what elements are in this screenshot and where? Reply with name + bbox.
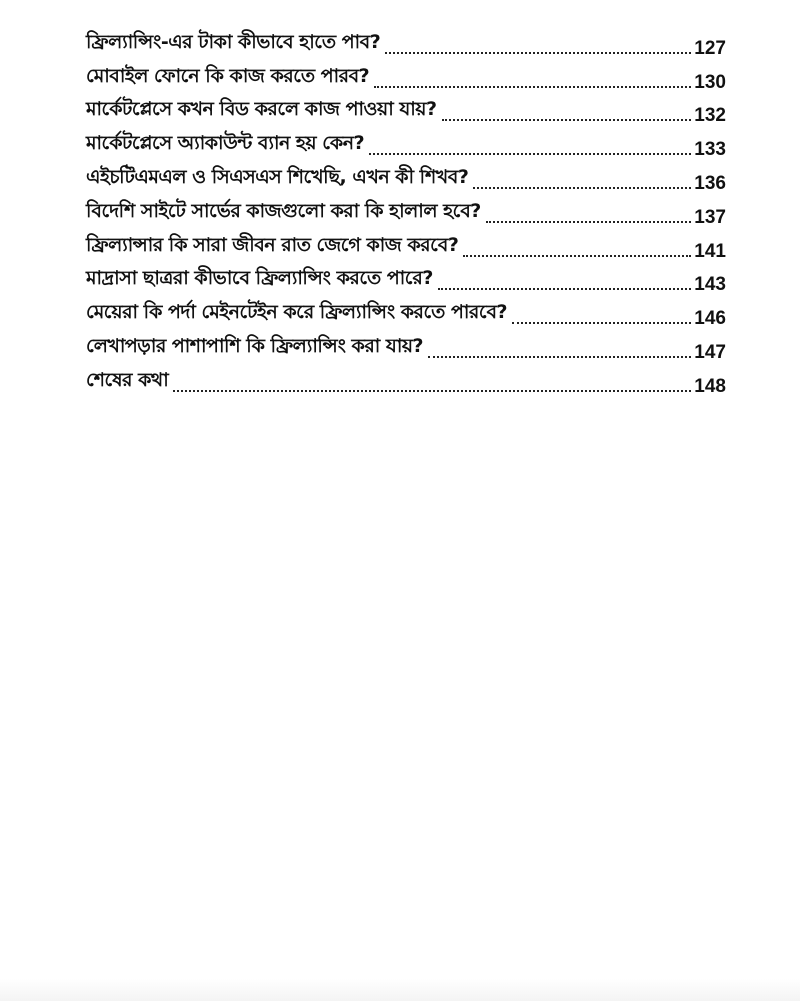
toc-dot-leader [369, 153, 691, 155]
toc-page-number: 146 [694, 308, 726, 330]
toc-dot-leader [385, 52, 691, 54]
toc-dot-leader [463, 255, 691, 257]
toc-entry-title: মার্কেটপ্লেসে কখন বিড করলে কাজ পাওয়া যায়? [86, 98, 437, 121]
toc-dot-leader [442, 119, 692, 121]
toc-page-number: 136 [694, 172, 726, 194]
toc-page-number: 141 [694, 240, 726, 262]
toc-page-number: 143 [694, 274, 726, 296]
toc-dot-leader [473, 187, 691, 189]
toc-entry-title: ফ্রিল্যান্সার কি সারা জীবন রাত জেগে কাজ করবে? [86, 233, 459, 256]
toc-entry[interactable] [86, 296, 726, 330]
toc-entry[interactable] [86, 263, 726, 297]
toc-entry-title: লেখাপড়ার পাশাপাশি কি ফ্রিল্যান্সিং করা যায়? [86, 334, 424, 357]
toc-page-number: 133 [694, 139, 726, 161]
toc-dot-leader [486, 221, 691, 223]
toc-entry-title: মার্কেটপ্লেসে অ্যাকাউন্ট ব্যান হয় কেন? [86, 132, 365, 155]
toc-page-number: 148 [694, 375, 726, 397]
toc-dot-leader [173, 390, 691, 392]
toc-page-number: 132 [694, 105, 726, 127]
toc-entry[interactable] [86, 364, 726, 398]
table-of-contents [86, 26, 726, 398]
toc-entry-title: মেয়েরা কি পর্দা মেইনটেইন করে ফ্রিল্যান্সিং করতে পারবে? [86, 301, 508, 324]
toc-entry-title: মোবাইল ফোনে কি কাজ করতে পারব? [86, 64, 370, 87]
toc-entry-title: মাদ্রাসা ছাত্ররা কীভাবে ফ্রিল্যান্সিং করতে পারে? [86, 267, 433, 290]
toc-page-number: 147 [694, 341, 726, 363]
toc-page-number: 130 [694, 71, 726, 93]
toc-entry-title: বিদেশি সাইটে সার্ভের কাজগুলো করা কি হালাল হবে? [86, 199, 481, 222]
toc-entry[interactable] [86, 26, 726, 60]
toc-entry[interactable] [86, 127, 726, 161]
toc-dot-leader [438, 288, 691, 290]
toc-page-number: 127 [694, 37, 726, 59]
page-bottom-edge [0, 979, 800, 1001]
toc-dot-leader [374, 86, 691, 88]
toc-entry-title: ফ্রিল্যান্সিং-এর টাকা কীভাবে হাতে পাব? [86, 30, 381, 53]
toc-entry[interactable] [86, 330, 726, 364]
toc-entry-title: এইচটিএমএল ও সিএসএস শিখেছি, এখন কী শিখব? [86, 165, 469, 188]
toc-dot-leader [428, 356, 691, 358]
toc-entry[interactable] [86, 195, 726, 229]
toc-dot-leader [512, 322, 691, 324]
toc-entry-title: শেষের কথা [86, 368, 169, 391]
toc-entry[interactable] [86, 161, 726, 195]
toc-page-number: 137 [694, 206, 726, 228]
toc-entry[interactable] [86, 94, 726, 128]
toc-entry[interactable] [86, 229, 726, 263]
toc-entry[interactable] [86, 60, 726, 94]
